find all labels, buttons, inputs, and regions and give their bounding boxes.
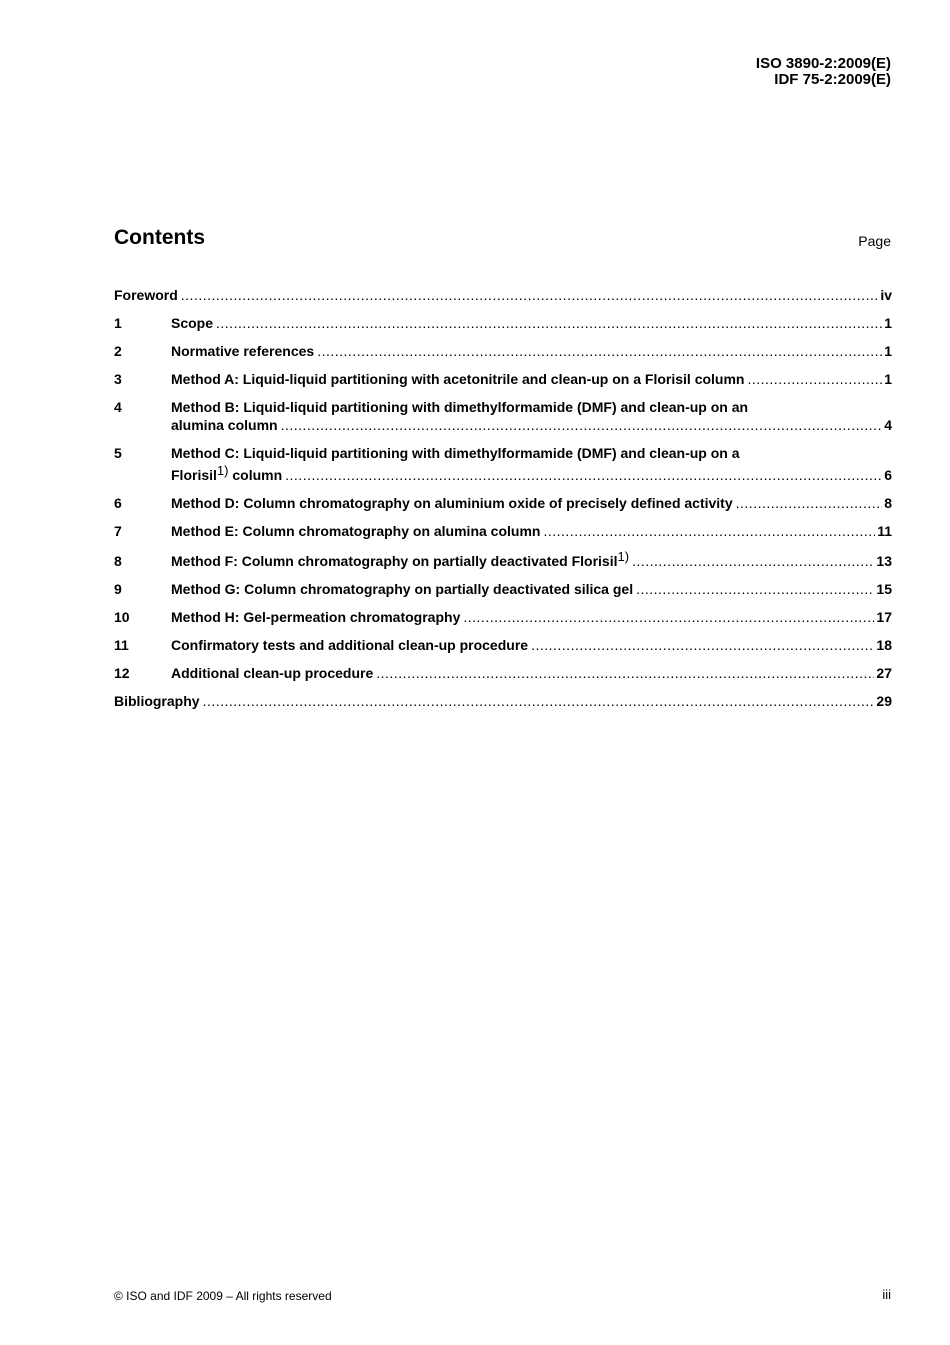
toc-entry-9[interactable] [114,580,892,598]
toc-number: 8 [114,553,122,569]
footnote-marker[interactable]: 1) [216,463,229,478]
page-number: iii [882,1287,891,1302]
toc-number: 11 [114,637,129,653]
dot-leader [317,342,882,360]
toc-page: 15 [876,581,892,597]
contents-title: Contents [114,226,205,249]
toc-number: 4 [114,399,122,415]
toc-entry-1[interactable] [114,314,892,332]
toc-entry-2[interactable] [114,342,892,360]
toc-title-line1: Method B: Liquid-liquid partitioning with dimethylformamide (DMF) and clean-up on an [171,399,749,415]
dot-leader [747,370,882,388]
toc-page: 27 [876,665,892,681]
toc-number: 6 [114,495,122,511]
toc-title [171,549,630,570]
toc-entry-4[interactable] [114,398,892,434]
dot-leader [376,664,874,682]
dot-leader [636,580,874,598]
toc-page: 8 [884,495,892,511]
toc-page: 18 [876,637,892,653]
toc-number: 5 [114,445,122,461]
toc-title: Confirmatory tests and additional clean-up procedure [171,637,529,653]
toc-page: 1 [884,315,892,331]
toc-entry-7[interactable] [114,522,892,540]
toc-entry-10[interactable] [114,608,892,626]
toc-entry-11[interactable] [114,636,892,654]
toc-title: Scope [171,315,214,331]
toc-title-part: Method F: Column chromatography on partially deactivated Florisil [171,553,618,569]
iso-standard-number: ISO 3890-2:2009(E) [755,55,891,72]
dot-leader [285,466,882,484]
dot-leader [463,608,874,626]
page-column-label: Page [858,233,891,249]
toc-title: Method G: Column chromatography on partially deactivated silica gel [171,581,634,597]
toc-entry-5[interactable] [114,444,892,484]
toc-title: Normative references [171,343,315,359]
toc-page: 11 [877,523,892,539]
toc-page: iv [880,287,892,303]
toc-number: 10 [114,609,130,625]
toc-title: Method H: Gel-permeation chromatography [171,609,461,625]
toc-page: 6 [884,467,892,483]
toc-title-line2 [171,463,283,484]
dot-leader [543,522,875,540]
dot-leader [216,314,882,332]
dot-leader [181,286,879,304]
toc-title: Method A: Liquid-liquid partitioning with acetonitrile and clean-up on a Florisil column [171,371,745,387]
dot-leader [736,494,883,512]
toc-page: 4 [884,417,892,433]
toc-title: Foreword [114,287,178,303]
toc-entry-8[interactable] [114,549,892,570]
toc-number: 1 [114,315,122,331]
toc-title: Additional clean-up procedure [171,665,374,681]
toc-page: 29 [876,693,892,709]
toc-title-line2: alumina column [171,417,278,433]
toc-number: 7 [114,523,122,539]
table-of-contents [114,286,892,720]
toc-page: 1 [884,371,892,387]
toc-title-part: column [232,467,283,483]
document-header [756,56,891,88]
toc-title-part: Florisil [171,467,217,483]
toc-entry-12[interactable] [114,664,892,682]
dot-leader [632,552,874,570]
dot-leader [203,692,875,710]
idf-standard-number: IDF 75-2:2009(E) [774,71,891,88]
toc-entry-bibliography[interactable] [114,692,892,710]
toc-title: Method D: Column chromatography on aluminium oxide of precisely defined activity [171,495,733,511]
toc-title: Bibliography [114,693,200,709]
toc-number: 9 [114,581,122,597]
toc-page: 1 [884,343,892,359]
toc-entry-3[interactable] [114,370,892,388]
footnote-marker[interactable]: 1) [617,549,630,564]
copyright-notice: © ISO and IDF 2009 – All rights reserved [114,1289,332,1303]
toc-entry-6[interactable] [114,494,892,512]
dot-leader [281,416,883,434]
dot-leader [531,636,874,654]
toc-number: 2 [114,343,122,359]
toc-page: 13 [876,553,892,569]
toc-title: Method E: Column chromatography on alumina column [171,523,541,539]
toc-entry-foreword[interactable] [114,286,892,304]
toc-title-line1: Method C: Liquid-liquid partitioning with dimethylformamide (DMF) and clean-up on a [171,445,740,461]
toc-number: 12 [114,665,130,681]
toc-number: 3 [114,371,122,387]
toc-page: 17 [876,609,892,625]
